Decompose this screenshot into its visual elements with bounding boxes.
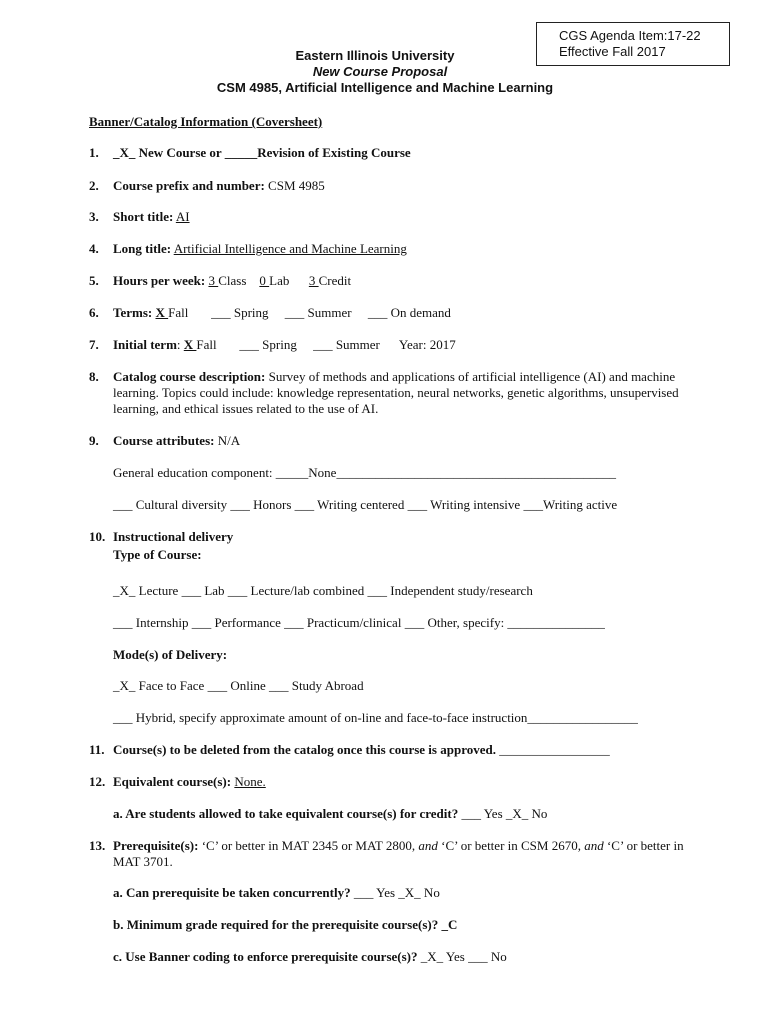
university-name: Eastern Illinois University — [295, 48, 455, 63]
item-11: 11. Course(s) to be deleted from the catalog once this course is approved. _________________ — [89, 742, 610, 757]
course-title: CSM 4985, Artificial Intelligence and Machine Learning — [216, 80, 554, 95]
item-7: 7. Initial term: X Fall ___ Spring ___ Summer Year: 2017 — [89, 337, 456, 352]
item-13a: a. Can prerequisite be taken concurrently? ___ Yes _X_ No — [113, 885, 440, 900]
item-10: 10. Instructional delivery — [89, 529, 234, 544]
item-1: 1. _X_ New Course or _____Revision of Existing Course — [89, 145, 411, 160]
delivery-mode-line-2: ___ Hybrid, specify approximate amount of on-line and face-to-face instruction_________________ — [113, 710, 638, 725]
attributes-line: ___ Cultural diversity ___ Honors ___ Writing centered ___ Writing intensive ___Writing active — [113, 497, 618, 512]
item-13-num: 13. — [89, 838, 106, 853]
agenda-item: CGS Agenda Item:17-22 — [559, 28, 701, 43]
item-8-num: 8. — [89, 369, 99, 384]
type-of-course-label: Type of Course: — [113, 547, 202, 562]
gen-ed-line: General education component: _____None___________________________________________ — [113, 465, 616, 480]
item-13b: b. Minimum grade required for the prerequisite course(s)? _C — [113, 917, 458, 932]
item-4: 4. Long title: Artificial Intelligence and Machine Learning — [89, 241, 407, 256]
item-5: 5. Hours per week: 3 Class 0 Lab 3 Credit — [89, 273, 352, 288]
item-6: 6. Terms: X Fall ___ Spring ___ Summer ___ On demand — [89, 305, 451, 320]
item-2: 2. Course prefix and number: CSM 4985 — [89, 178, 325, 193]
course-type-line-2: ___ Internship ___ Performance ___ Practicum/clinical ___ Other, specify: _______________ — [113, 615, 605, 630]
item-3: 3. Short title: AI — [89, 209, 190, 224]
section-title: Banner/Catalog Information (Coversheet) — [89, 114, 323, 129]
item-12: 12. Equivalent course(s): None. — [89, 774, 266, 789]
item-12a: a. Are students allowed to take equivalent course(s) for credit? ___ Yes _X_ No — [113, 806, 548, 821]
proposal-title: New Course Proposal — [312, 64, 448, 79]
course-type-line-1: _X_ Lecture ___ Lab ___ Lecture/lab combined ___ Independent study/research — [113, 583, 533, 598]
item-8: Catalog course description: Survey of methods and applications of artificial intelligence (AI) and machine learning. Topics could include: knowledge representation, neural networks, genetic algorithms, unsupervised learning, and ethical issues related to the use of AI. — [113, 369, 679, 416]
item-13: Prerequisite(s): ‘C’ or better in MAT 2345 or MAT 2800, and ‘C’ or better in CSM 2670, and ‘C’ or better in MAT 3701. — [113, 838, 684, 869]
item-13c: c. Use Banner coding to enforce prerequisite course(s)? _X_ Yes ___ No — [113, 949, 507, 964]
delivery-mode-label: Mode(s) of Delivery: — [113, 647, 228, 662]
effective-term: Effective Fall 2017 — [559, 44, 666, 59]
delivery-mode-line-1: _X_ Face to Face ___ Online ___ Study Abroad — [113, 678, 364, 693]
item-9: 9. Course attributes: N/A — [89, 433, 241, 448]
